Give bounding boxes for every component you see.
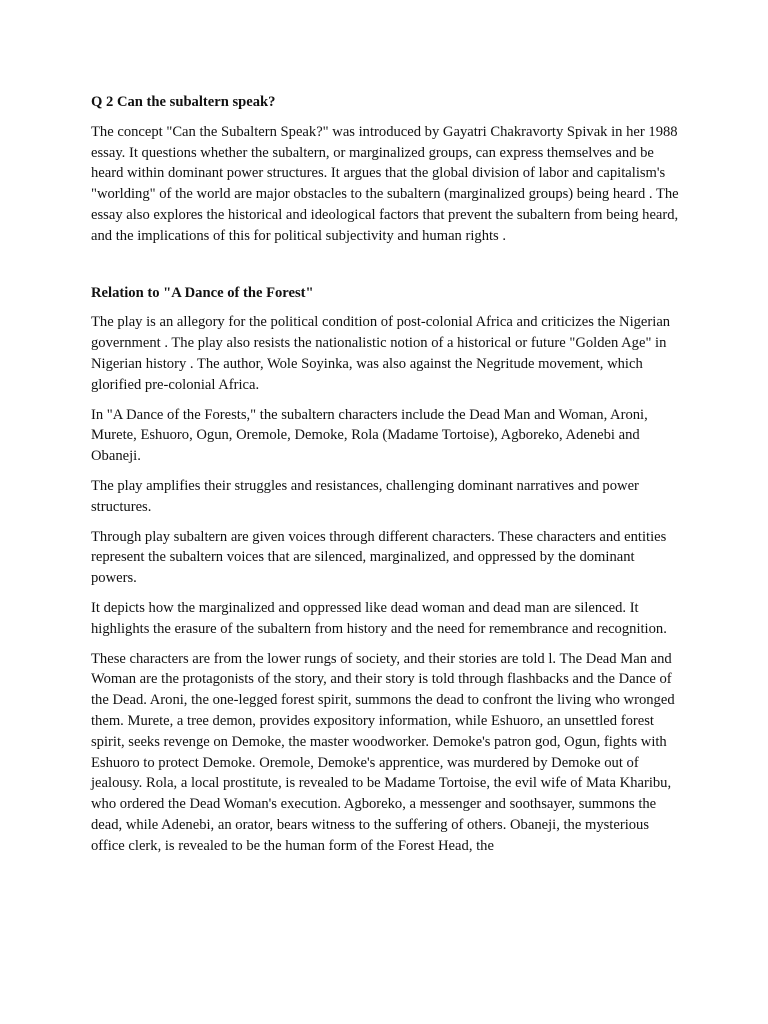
section-spacer [91,256,679,283]
q2-heading: Q 2 Can the subaltern speak? [91,94,276,110]
paragraph-allegory: The play is an allegory for the political condition of post-colonial Africa and criticizes the Nigerian government . The play also resists the nationalistic notion of a historical or future "Golden Age" in Nigerian history . The author, Wole Soyinka, was also against the Negritude movement, which glorified pre-colonial Africa. [91,314,671,393]
paragraph-characters-list: In "A Dance of the Forests," the subaltern characters include the Dead Man and Woman, Aroni, Murete, Eshuoro, Ogun, Oremole, Demoke, Rola (Madame Tortoise), Agboreko, Adenebi and Obaneji. [91,406,648,465]
q2-paragraph: The concept "Can the Subaltern Speak?" was introduced by Gayatri Chakravorty Spivak in her 1988 essay. It questions whether the subaltern, or marginalized groups, can express themselves and be heard within dominant power structures. It argues that the global division of labor and capitalism's "worlding" of the world are major obstacles to the subaltern (marginalized groups) being heard . The essay also explores the historical and ideological factors that prevent the subaltern from being heard, and the implications of this for political subjectivity and human rights . [91,123,679,244]
paragraph-character-details: These characters are from the lower rungs of society, and their stories are told l. The Dead Man and Woman are the protagonists of the story, and their story is told through flashbacks and the Dance of the Dead. Aroni, the one-legged forest spirit, summons the dead to confront the living who wronged them. Murete, a tree demon, provides expository information, while Eshuoro, an unsettled forest spirit, seeks revenge on Demoke, the master woodworker. Demoke's patron god, Ogun, fights with Eshuoro to protect Demoke. Oremole, Demoke's apprentice, was murdered by Demoke out of jealousy. Rola, a local prostitute, is revealed to be Madame Tortoise, the evil wife of Mata Kharibu, who ordered the Dead Woman's execution. Agboreko, a messenger and soothsayer, summons the dead, while Adenebi, an orator, bears witness to the suffering of others. Obaneji, the mysterious office clerk, is revealed to be the human form of the Forest Head, the [91,650,675,854]
paragraph-silenced: It depicts how the marginalized and oppressed like dead woman and dead man are silenced. It highlights the erasure of the subaltern from history and the need for remembrance and recognition. [91,599,667,637]
paragraph-struggles: The play amplifies their struggles and resistances, challenging dominant narratives and power structures. [91,477,639,515]
paragraph-voices: Through play subaltern are given voices through different characters. These characters and entities represent the subaltern voices that are silenced, marginalized, and oppressed by the dominant powers. [91,528,667,587]
document-page [91,92,679,866]
relation-heading: Relation to "A Dance of the Forest" [91,284,314,301]
